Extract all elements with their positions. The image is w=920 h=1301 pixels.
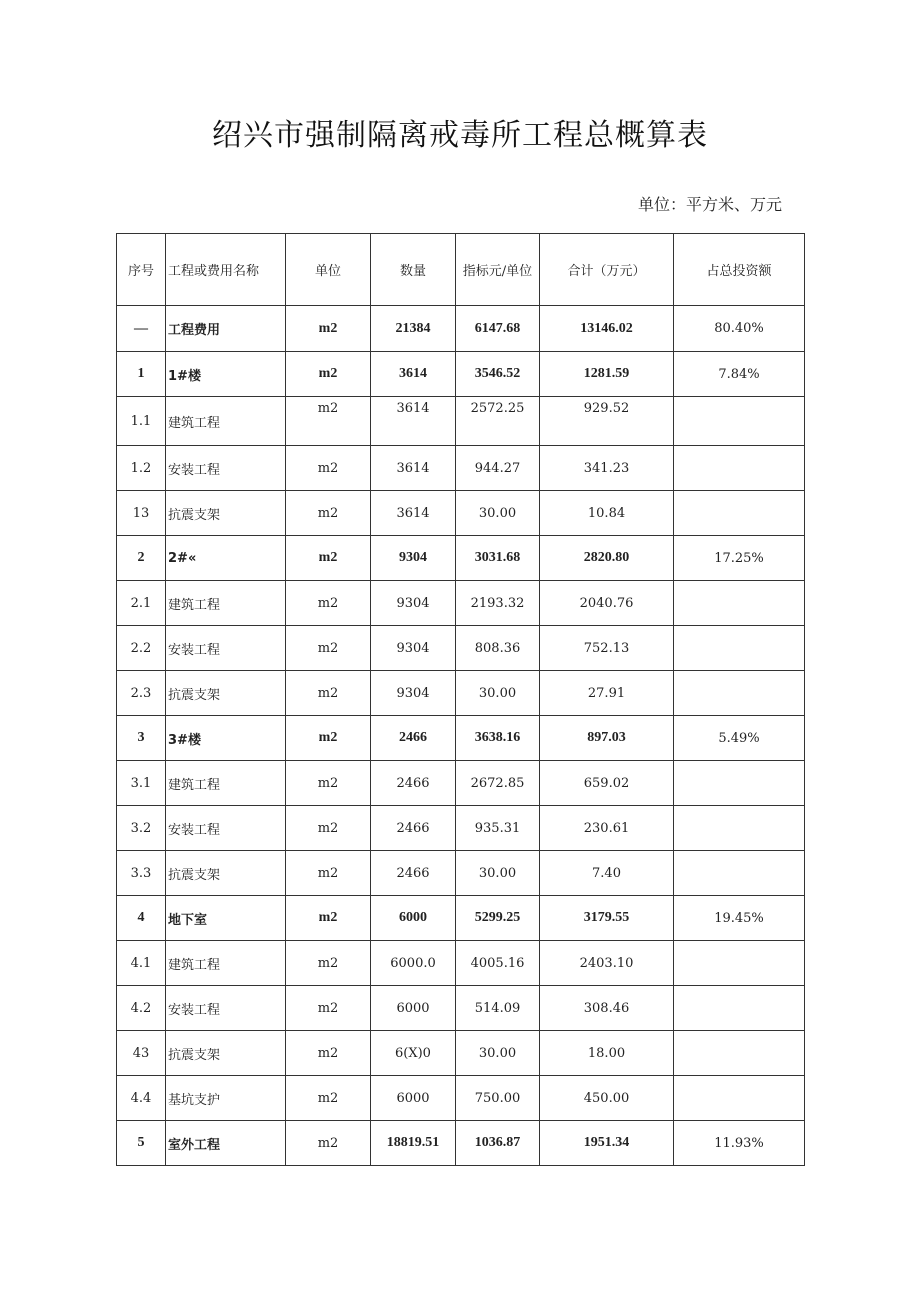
cell-no: 4.4 [117,1076,166,1121]
cell-unit: m2 [286,671,371,716]
budget-table [116,233,805,1166]
table-row [117,761,805,806]
table-row [117,306,805,352]
cell-no: 3 [117,716,166,761]
cell-index: 2193.32 [456,581,540,626]
table-row [117,581,805,626]
cell-qty: 3614 [371,352,456,397]
cell-name: 安装工程 [166,806,286,851]
cell-total: 308.46 [540,986,674,1031]
cell-name: 建筑工程 [166,397,286,446]
cell-no: — [117,306,166,352]
cell-qty: 6000 [371,1076,456,1121]
cell-qty: 9304 [371,626,456,671]
cell-unit: m2 [286,716,371,761]
page-title: 绍兴市强制隔离戒毒所工程总概算表 [212,118,708,153]
cell-no: 3.3 [117,851,166,896]
cell-name: 3#楼 [166,716,286,761]
cell-name: 建筑工程 [166,581,286,626]
cell-index: 30.00 [456,851,540,896]
table-row [117,536,805,581]
cell-total: 13146.02 [540,306,674,352]
cell-index: 1036.87 [456,1121,540,1166]
cell-pct [674,491,805,536]
cell-no: 3.2 [117,806,166,851]
cell-total: 2040.76 [540,581,674,626]
cell-no: 43 [117,1031,166,1076]
header-no: 序号 [117,234,166,306]
cell-qty: 6000 [371,986,456,1031]
cell-qty: 3614 [371,446,456,491]
cell-no: 2 [117,536,166,581]
cell-no: 1.2 [117,446,166,491]
cell-qty: 9304 [371,671,456,716]
cell-name: 建筑工程 [166,761,286,806]
cell-pct [674,397,805,446]
cell-total: 1951.34 [540,1121,674,1166]
cell-name: 抗震支架 [166,671,286,716]
cell-pct [674,671,805,716]
cell-index: 750.00 [456,1076,540,1121]
cell-no: 4 [117,896,166,941]
cell-index: 944.27 [456,446,540,491]
cell-pct [674,1076,805,1121]
cell-no: 3.1 [117,761,166,806]
cell-total: 18.00 [540,1031,674,1076]
cell-qty: 9304 [371,581,456,626]
cell-pct [674,1031,805,1076]
cell-index: 6147.68 [456,306,540,352]
cell-pct [674,626,805,671]
cell-total: 897.03 [540,716,674,761]
cell-qty: 9304 [371,536,456,581]
cell-qty: 2466 [371,761,456,806]
cell-pct: 11.93% [674,1121,805,1166]
cell-unit: m2 [286,446,371,491]
cell-index: 5299.25 [456,896,540,941]
header-pct: 占总投资额 [674,234,805,306]
table-row [117,1031,805,1076]
cell-index: 935.31 [456,806,540,851]
cell-qty: 2466 [371,851,456,896]
cell-pct: 80.40% [674,306,805,352]
cell-pct [674,446,805,491]
cell-qty: 21384 [371,306,456,352]
cell-no: 2.3 [117,671,166,716]
cell-name: 2#« [166,536,286,581]
cell-total: 659.02 [540,761,674,806]
cell-no: 1.1 [117,397,166,446]
cell-qty: 6000 [371,896,456,941]
cell-qty: 2466 [371,806,456,851]
cell-pct [674,941,805,986]
cell-name: 室外工程 [166,1121,286,1166]
cell-qty: 2466 [371,716,456,761]
cell-pct [674,806,805,851]
cell-name: 抗震支架 [166,851,286,896]
cell-index: 4005.16 [456,941,540,986]
table-row [117,491,805,536]
cell-name: 地下室 [166,896,286,941]
table-row [117,806,805,851]
cell-name: 基坑支护 [166,1076,286,1121]
cell-index: 30.00 [456,1031,540,1076]
header-total: 合计（万元） [540,234,674,306]
cell-index: 30.00 [456,671,540,716]
cell-pct: 7.84% [674,352,805,397]
cell-total: 7.40 [540,851,674,896]
table-body [117,306,805,1166]
cell-total: 10.84 [540,491,674,536]
table-row [117,716,805,761]
cell-no: 13 [117,491,166,536]
cell-unit: m2 [286,536,371,581]
cell-qty: 18819.51 [371,1121,456,1166]
cell-index: 2672.85 [456,761,540,806]
cell-name: 安装工程 [166,446,286,491]
table-row [117,626,805,671]
cell-name: 抗震支架 [166,491,286,536]
cell-total: 2403.10 [540,941,674,986]
cell-qty: 3614 [371,491,456,536]
table-row [117,1076,805,1121]
cell-index: 3546.52 [456,352,540,397]
cell-index: 30.00 [456,491,540,536]
cell-total: 1281.59 [540,352,674,397]
cell-unit: m2 [286,626,371,671]
cell-qty: 3614 [371,397,456,446]
cell-name: 建筑工程 [166,941,286,986]
cell-unit: m2 [286,896,371,941]
cell-index: 514.09 [456,986,540,1031]
cell-qty: 6(X)0 [371,1031,456,1076]
cell-unit: m2 [286,941,371,986]
cell-total: 27.91 [540,671,674,716]
table-row [117,352,805,397]
cell-name: 安装工程 [166,986,286,1031]
table-row [117,397,805,446]
cell-name: 工程费用 [166,306,286,352]
cell-unit: m2 [286,581,371,626]
cell-total: 341.23 [540,446,674,491]
cell-unit: m2 [286,1031,371,1076]
cell-pct [674,761,805,806]
unit-note: 单位：平方米、万元 [637,195,782,214]
table-row [117,941,805,986]
cell-name: 抗震支架 [166,1031,286,1076]
cell-no: 1 [117,352,166,397]
header-index: 指标元/单位 [456,234,540,306]
cell-unit: m2 [286,352,371,397]
cell-no: 2.2 [117,626,166,671]
cell-pct: 5.49% [674,716,805,761]
cell-total: 752.13 [540,626,674,671]
cell-unit: m2 [286,806,371,851]
cell-qty: 6000.0 [371,941,456,986]
cell-pct [674,851,805,896]
cell-no: 4.2 [117,986,166,1031]
table-header-row [117,234,805,306]
header-name: 工程或费用名称 [166,234,286,306]
table-row [117,986,805,1031]
cell-unit: m2 [286,397,371,446]
table-row [117,671,805,716]
cell-unit: m2 [286,986,371,1031]
table-row [117,1121,805,1166]
cell-total: 230.61 [540,806,674,851]
cell-unit: m2 [286,1076,371,1121]
cell-no: 2.1 [117,581,166,626]
table-row [117,446,805,491]
cell-index: 2572.25 [456,397,540,446]
cell-unit: m2 [286,851,371,896]
cell-pct [674,581,805,626]
cell-pct [674,986,805,1031]
cell-index: 3638.16 [456,716,540,761]
cell-name: 1#楼 [166,352,286,397]
cell-pct: 17.25% [674,536,805,581]
cell-total: 3179.55 [540,896,674,941]
cell-total: 2820.80 [540,536,674,581]
cell-unit: m2 [286,306,371,352]
cell-index: 808.36 [456,626,540,671]
cell-name: 安装工程 [166,626,286,671]
cell-no: 5 [117,1121,166,1166]
cell-index: 3031.68 [456,536,540,581]
cell-unit: m2 [286,761,371,806]
header-unit: 单位 [286,234,371,306]
table-row [117,896,805,941]
header-qty: 数量 [371,234,456,306]
cell-no: 4.1 [117,941,166,986]
cell-pct: 19.45% [674,896,805,941]
cell-unit: m2 [286,491,371,536]
table-row [117,851,805,896]
cell-unit: m2 [286,1121,371,1166]
cell-total: 450.00 [540,1076,674,1121]
cell-total: 929.52 [540,397,674,446]
